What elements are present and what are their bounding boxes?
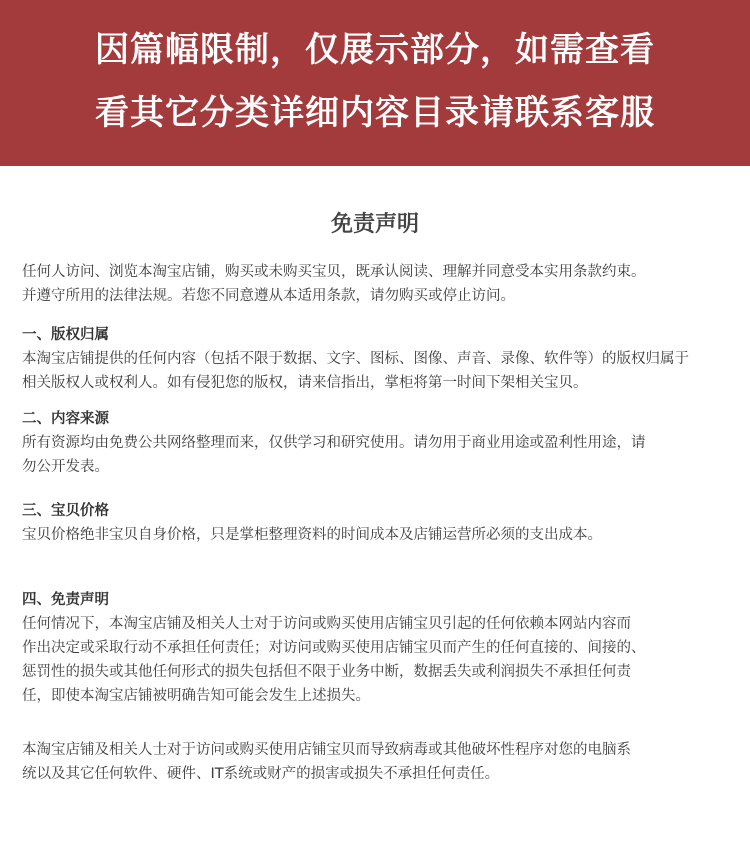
- closing-line: 统以及其它任何软件、硬件、IT系统或财产的损害或损失不承担任何责任。: [22, 766, 500, 782]
- banner-line-1: 因篇幅限制，仅展示部分，如需查看: [95, 30, 655, 70]
- section-line: 任何情况下，本淘宝店铺及相关人士对于访问或购买使用店铺宝贝引起的任何依赖本网站内容而: [22, 616, 631, 632]
- closing-paragraph: [22, 738, 730, 786]
- section-line: 所有资源均由免费公共网络整理而来，仅供学习和研究使用。请勿用于商业用途或盈利性用途，请: [22, 435, 646, 451]
- section-body-source: [22, 431, 730, 479]
- section-line: 任，即使本淘宝店铺被明确告知可能会发生上述损失。: [22, 688, 370, 704]
- intro-line: 并遵守所用的法律法规。若您不同意遵从本适用条款，请勿购买或停止访问。: [22, 288, 515, 304]
- section-line: 本淘宝店铺提供的任何内容（包括不限于数据、文字、图标、图像、声音、录像、软件等）的版权归属于: [22, 351, 689, 367]
- section-heading-copyright: 一、版权归属: [22, 327, 109, 343]
- section-heading-source: 二、内容来源: [22, 411, 109, 427]
- section-line: 宝贝价格绝非宝贝自身价格，只是掌柜整理资料的时间成本及店铺运营所必须的支出成本。: [22, 527, 602, 543]
- intro-paragraph: [22, 260, 730, 308]
- section-heading-disclaimer: 四、免责声明: [22, 592, 109, 608]
- intro-line: 任何人访问、浏览本淘宝店铺，购买或未购买宝贝，既承认阅读、理解并同意受本实用条款约束。: [22, 264, 646, 280]
- section-line: 惩罚性的损失或其他任何形式的损失包括但不限于业务中断，数据丢失或利润损失不承担任何责: [22, 664, 631, 680]
- page-title: 免责声明: [330, 212, 419, 237]
- section-heading-price: 三、宝贝价格: [22, 503, 109, 519]
- section-line: 作出决定或采取行动不承担任何责任；对访问或购买使用店铺宝贝而产生的任何直接的、间接的、: [22, 640, 646, 656]
- banner-line-2: 看其它分类详细内容目录请联系客服: [95, 93, 655, 133]
- section-line: 相关版权人或权利人。如有侵犯您的版权，请来信指出，掌柜将第一时间下架相关宝贝。: [22, 375, 588, 391]
- section-line: 勿公开发表。: [22, 459, 109, 475]
- section-body-disclaimer: [22, 612, 730, 708]
- section-body-copyright: [22, 347, 730, 395]
- disclaimer-content: [0, 166, 750, 864]
- notice-banner: [0, 0, 750, 166]
- section-body-price: [22, 523, 730, 547]
- closing-line: 本淘宝店铺及相关人士对于访问或购买使用店铺宝贝而导致病毒或其他破坏性程序对您的电脑系: [22, 742, 631, 758]
